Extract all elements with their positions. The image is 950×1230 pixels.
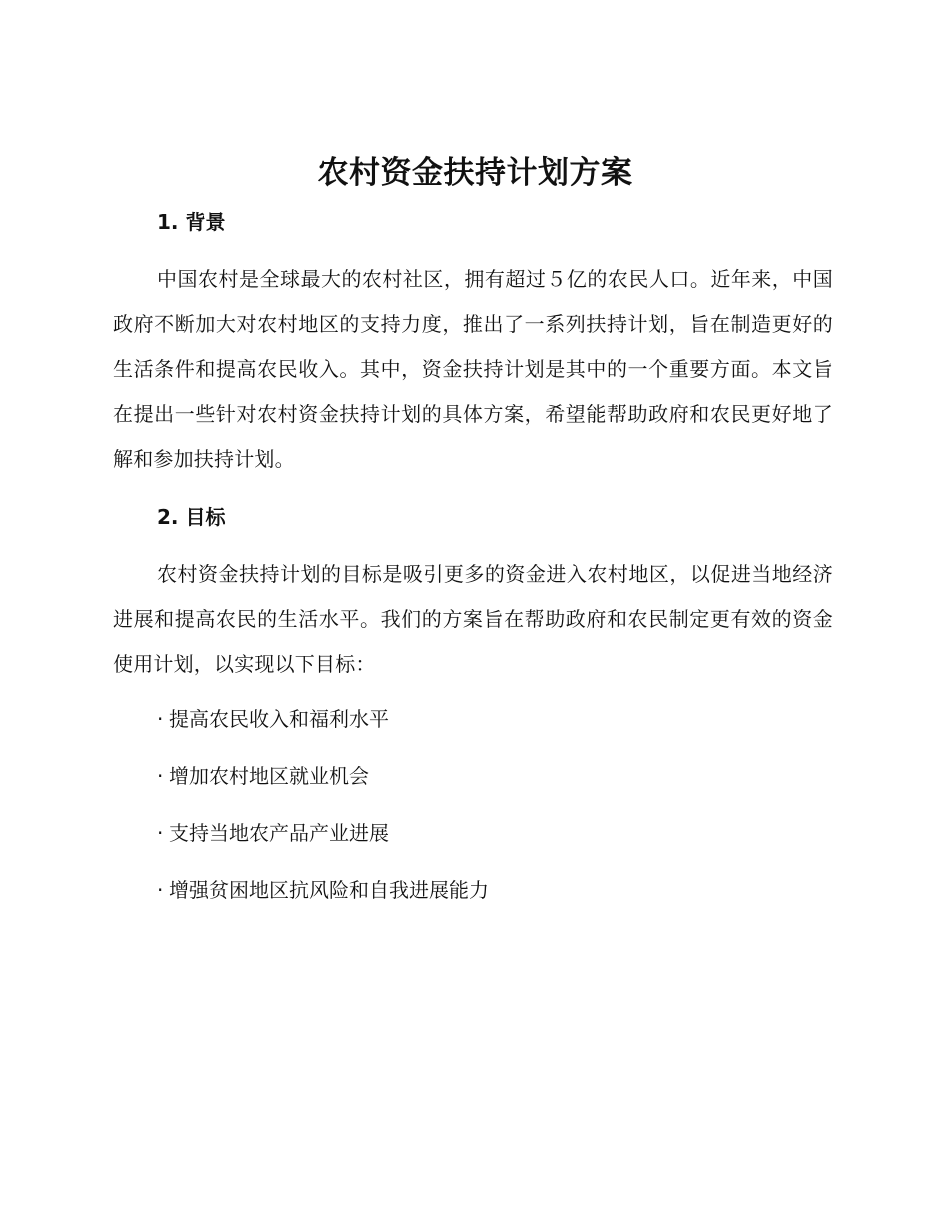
bullet-marker: · [157,764,164,788]
list-item [157,876,489,905]
bullet-marker: · [157,878,164,902]
list-item-text: 支持当地农产品产业进展 [169,821,389,845]
list-item-text: 增强贫困地区抗风险和自我进展能力 [169,878,489,902]
bullet-marker: · [157,821,164,845]
list-item [157,762,489,791]
list-item-text: 增加农村地区就业机会 [169,764,369,788]
list-item-text: 提高农民收入和福利水平 [169,707,389,731]
list-item [157,819,489,848]
goals-list [157,705,489,933]
section-heading-goals: 2. 目标 [157,505,226,529]
background-paragraph: 中国农村是全球最大的农村社区，拥有超过５亿的农民人口。近年来，中国政府不断加大对农村地区的支持力度，推出了一系列扶持计划，旨在制造更好的生活条件和提高农民收入。其中，资金扶持计划是其中的一个重要方面。本文旨在提出一些针对农村资金扶持计划的具体方案，希望能帮助政府和农民更好地了解和参加扶持计划。 [113,267,833,471]
list-item [157,705,489,734]
section-heading-background: 1. 背景 [157,210,226,234]
bullet-marker: · [157,707,164,731]
document-title: 农村资金扶持计划方案 [317,155,633,191]
goals-paragraph: 农村资金扶持计划的目标是吸引更多的资金进入农村地区，以促进当地经济进展和提高农民的生活水平。我们的方案旨在帮助政府和农民制定更有效的资金使用计划，以实现以下目标： [113,562,833,676]
